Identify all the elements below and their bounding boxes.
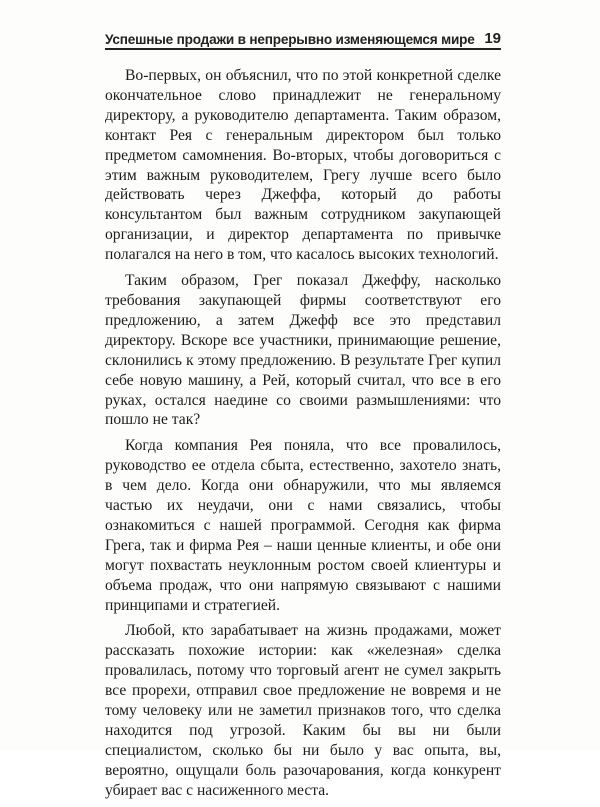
paragraph: Любой, кто зарабатывает на жизнь продажами, может рассказать похожие истории: как «железная» сделка провалилась, потому что торговый агент не сумел закрыть все прорехи, отправил свое предложение не вовремя и не тому человеку или не заметил признаков того, что сделка находится под угрозой. Каким бы вы ни были специалистом, сколько бы ни было у вас опыта, вы, вероятно, ощущали боль разочарования, когда конкурент убирает вас с насиженного места. — [105, 622, 501, 799]
body-text — [105, 66, 501, 807]
running-title: Успешные продажи в непрерывно изменяющемся мире — [105, 32, 475, 47]
page-number: 19 — [484, 30, 501, 47]
page-header — [105, 25, 501, 47]
paragraph: Таким образом, Грег показал Джеффу, насколько требования закупающей фирмы соответствуют его предложению, а затем Джефф все это представил директору. Вскоре все участники, принимающие решение, склонились к этому предложению. В результате Грег купил себе новую машину, а Рей, который считал, что все в его руках, остался наедине со своими размышлениями: что пошло не так? — [105, 272, 501, 429]
paragraph: Во-первых, он объяснил, что по этой конкретной сделке окончательное слово принадлежит не генеральному директору, а руководителю департамента. Таким образом, контакт Рея с генеральным директором был только предметом самомнения. Во-вторых, чтобы договориться с этим важным руководителем, Грегу лучше всего было действовать через Джеффа, который до работы консультантом был важным сотрудником закупающей организации, и директор департамента по привычке полагался на него в том, что касалось высоких технологий. — [105, 67, 501, 264]
paragraph: Когда компания Рея поняла, что все провалилось, руководство ее отдела сбыта, естественно, захотело знать, в чем дело. Когда они обнаружили, что мы являемся частью их неудачи, они с нами связались, чтобы ознакомиться с нашей программой. Сегодня как фирма Грега, так и фирма Рея – наши ценные клиенты, и обе они могут похвастать неуклонным ростом своей клиентуры и объема продаж, что они напрямую связывают с нашими принципами и стратегией. — [105, 437, 501, 614]
header-rule — [105, 48, 501, 50]
